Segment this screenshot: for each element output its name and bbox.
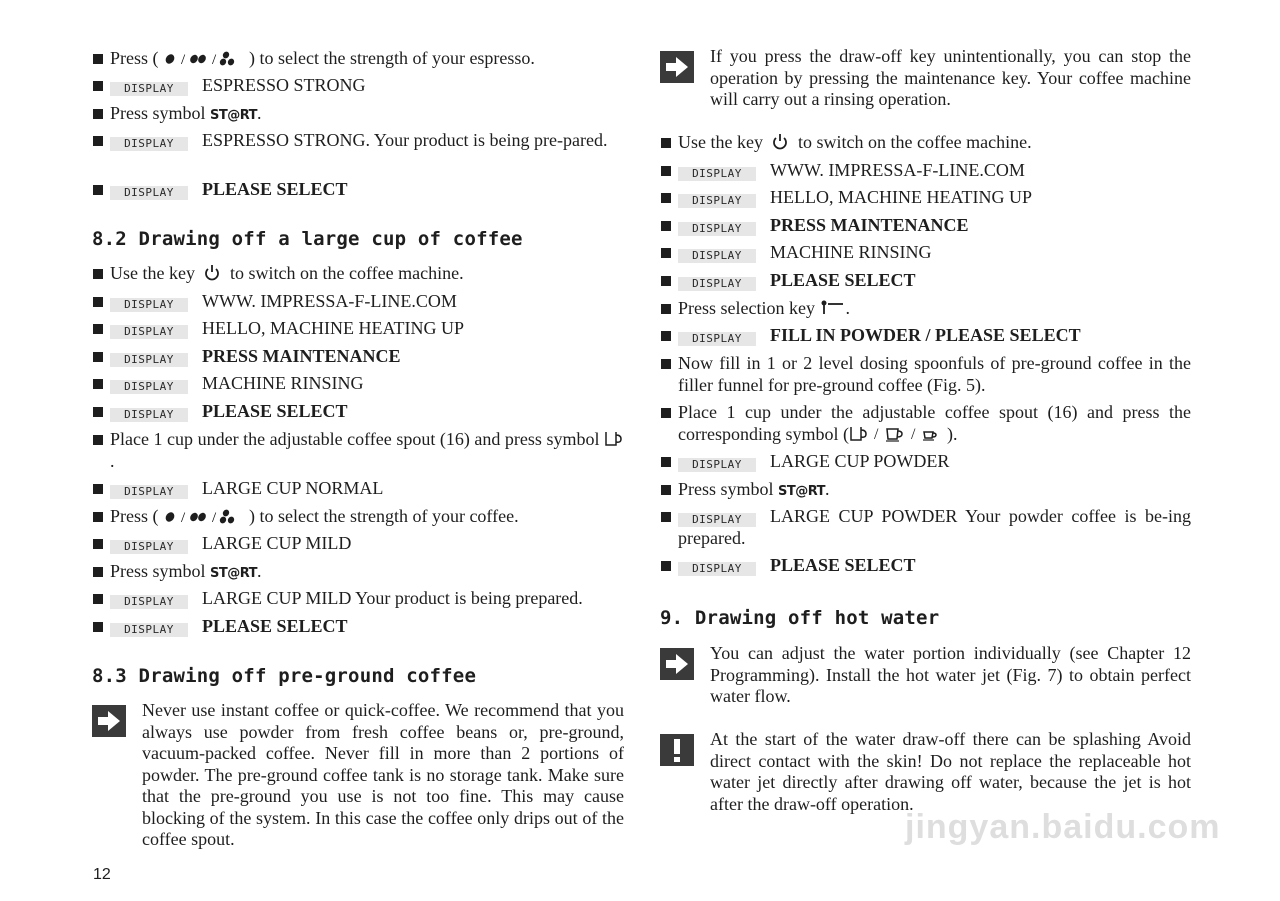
bullet-coffee-strength: Press ( / / ) to select the strength of your coffee. (92, 506, 624, 528)
arrow-right-icon (92, 705, 126, 737)
bullet-display: DISPLAY LARGE CUP MILD Your product is being prepared. (92, 588, 624, 610)
svg-text:/: / (212, 510, 217, 525)
page-number: 12 (93, 866, 111, 883)
svg-text:/: / (212, 52, 217, 67)
exclamation-icon (660, 734, 694, 766)
display-icon: DISPLAY (110, 186, 188, 200)
bullet-display: DISPLAY PLEASE SELECT (660, 555, 1191, 577)
powder-spoon-icon (819, 299, 845, 317)
display-icon: DISPLAY (110, 408, 188, 422)
bullet-display: DISPLAY FILL IN POWDER / PLEASE SELECT (660, 325, 1191, 347)
bullet-display: DISPLAY LARGE CUP POWDER Your powder coffee is be-ing prepared. (660, 506, 1191, 549)
power-icon (199, 264, 225, 282)
bean-icons (159, 506, 250, 526)
arrow-right-icon (660, 51, 694, 83)
display-icon: DISPLAY (678, 562, 756, 576)
display-icon: DISPLAY (110, 137, 188, 151)
start-icon: ST@RT (210, 108, 258, 123)
display-icon: DISPLAY (110, 298, 188, 312)
bullet-display: DISPLAY PRESS MAINTENANCE (92, 346, 624, 368)
display-icon: DISPLAY (110, 595, 188, 609)
display-icon: DISPLAY (678, 332, 756, 346)
display-icon: DISPLAY (678, 513, 756, 527)
bullet-display: DISPLAY HELLO, MACHINE HEATING UP (92, 318, 624, 340)
bullet-display: DISPLAY ESPRESSO STRONG. Your product is being pre-pared. (92, 130, 624, 152)
bullet-display: DISPLAY PLEASE SELECT (92, 401, 624, 423)
bullet-display: DISPLAY LARGE CUP NORMAL (92, 478, 624, 500)
display-icon: DISPLAY (110, 540, 188, 554)
section-heading-8-3: 8.3 Drawing off pre-ground coffee (92, 665, 477, 687)
bullet-display: DISPLAY WWW. IMPRESSA-F-LINE.COM (660, 160, 1191, 182)
bullet-display: DISPLAY LARGE CUP POWDER (660, 451, 1191, 473)
svg-text:/: / (873, 425, 879, 443)
note-8-3: Never use instant coffee or quick-coffee. We recommend that you always use powder from fresh coffee beans or, pre-ground, vacuum-packed coffee. Never fill in more than 2 portions of powder. The pre-ground coffee tank is no storage tank. Make sure that the pre-ground you use is not too fine. This may cause blocking of the system. In this case the coffee only drips out of the coffee spout. (92, 700, 624, 851)
display-icon: DISPLAY (678, 249, 756, 263)
bullet-display: DISPLAY PRESS MAINTENANCE (660, 215, 1191, 237)
bullet-power-on: Use the key to switch on the coffee machine. (92, 263, 624, 285)
display-icon: DISPLAY (110, 82, 188, 96)
arrow-right-icon (660, 648, 694, 680)
bean-icons (159, 48, 250, 68)
bullet-display: DISPLAY WWW. IMPRESSA-F-LINE.COM (92, 291, 624, 313)
section-heading-8-2: 8.2 Drawing off a large cup of coffee (92, 228, 523, 250)
note-draw-off: If you press the draw-off key unintentionally, you can stop the operation by pressing the maintenance key. Your coffee machine will carry out a rinsing operation. (660, 46, 1191, 111)
power-icon (767, 133, 793, 151)
display-icon: DISPLAY (678, 458, 756, 472)
bullet-selection-key: Press selection key . (660, 298, 1191, 320)
display-icon: DISPLAY (678, 222, 756, 236)
bullet-place-cup: Place 1 cup under the adjustable coffee spout (16) and press symbol . (92, 429, 624, 472)
display-icon: DISPLAY (110, 623, 188, 637)
bullet-display: DISPLAY PLEASE SELECT (660, 270, 1191, 292)
bullet-press-start: Press symbol ST@RT. (92, 561, 624, 585)
bullet-press-start: Press symbol ST@RT. (660, 479, 1191, 503)
bullet-display: DISPLAY MACHINE RINSING (660, 242, 1191, 264)
display-icon: DISPLAY (110, 353, 188, 367)
display-icon: DISPLAY (678, 194, 756, 208)
large-cup-icon (604, 430, 624, 448)
bullet-power-on: Use the key to switch on the coffee machine. (660, 132, 1191, 154)
display-icon: DISPLAY (110, 380, 188, 394)
cup-size-icons (849, 425, 947, 443)
bullet-place-cup: Place 1 cup under the adjustable coffee spout (16) and press the corresponding symbol ( / / ). (660, 402, 1191, 445)
svg-text:/: / (181, 510, 186, 525)
note-9: You can adjust the water portion individually (see Chapter 12 Programming). Install the hot water jet (Fig. 7) to obtain perfect water flow. (660, 643, 1191, 708)
bullet-display: DISPLAY MACHINE RINSING (92, 373, 624, 395)
bullet-display: DISPLAY ESPRESSO STRONG (92, 75, 624, 97)
section-heading-9: 9. Drawing off hot water (660, 607, 940, 629)
display-icon: DISPLAY (110, 485, 188, 499)
bullet-display: DISPLAY HELLO, MACHINE HEATING UP (660, 187, 1191, 209)
bullet-display: DISPLAY LARGE CUP MILD (92, 533, 624, 555)
start-icon: ST@RT (778, 484, 826, 499)
display-icon: DISPLAY (110, 325, 188, 339)
bullet-display: DISPLAY PLEASE SELECT (92, 179, 624, 201)
start-icon: ST@RT (210, 566, 258, 581)
watermark: jingyan.baidu.com (905, 808, 1221, 846)
svg-text:/: / (910, 425, 916, 443)
bullet-display: DISPLAY PLEASE SELECT (92, 616, 624, 638)
bullet-fill-powder: Now fill in 1 or 2 level dosing spoonfuls of pre-ground coffee in the filler funnel for pre-ground coffee (Fig. 5). (660, 353, 1191, 396)
warning-9: At the start of the water draw-off there can be splashing Avoid direct contact with the skin! Do not replace the replaceable hot water jet directly after drawing off water, because the jet is hot after the draw-off operation. (660, 729, 1191, 815)
display-icon: DISPLAY (678, 277, 756, 291)
svg-text:/: / (181, 52, 186, 67)
bullet-espresso-strength: Press ( / / ) to select the strength of your espresso. (92, 48, 624, 70)
display-icon: DISPLAY (678, 167, 756, 181)
bullet-press-start: Press symbol ST@RT. (92, 103, 624, 127)
